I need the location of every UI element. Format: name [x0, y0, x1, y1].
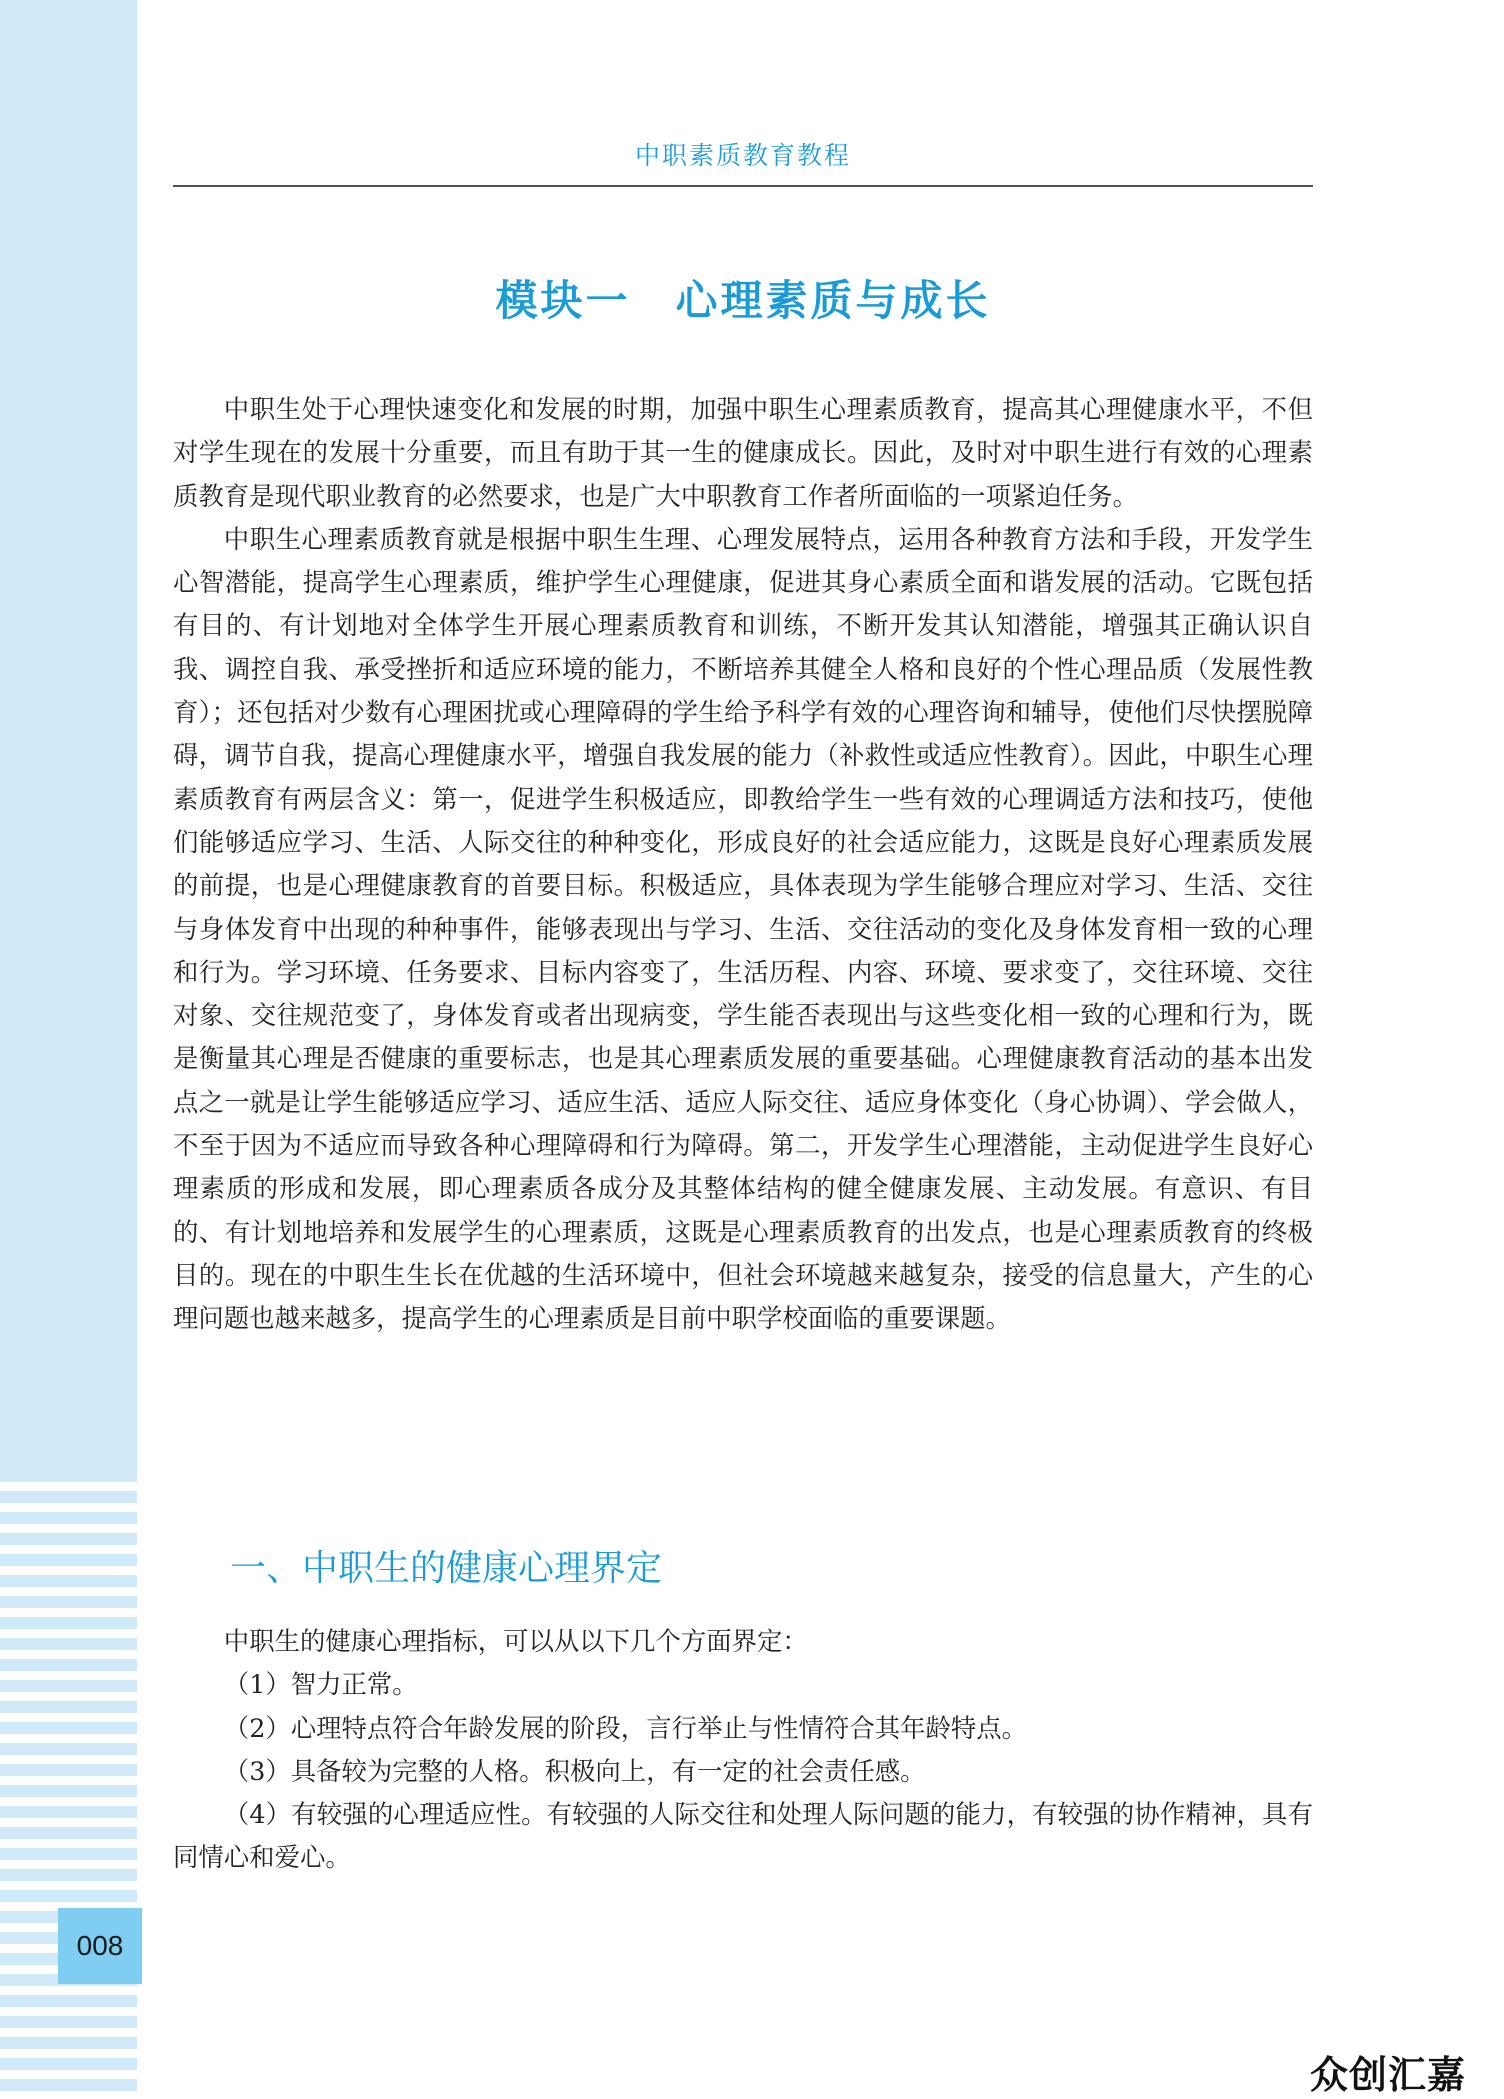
list-intro: 中职生的健康心理指标，可以从以下几个方面界定： — [223, 1626, 808, 1656]
header-divider — [173, 185, 1313, 187]
list-item: （3）具备较为完整的人格。积极向上，有一定的社会责任感。 — [223, 1755, 926, 1786]
running-header: 中职素质教育教程 — [634, 142, 851, 170]
paragraph-1: 中职生处于心理快速变化和发展的时期，加强中职生心理素质教育，提高其心理健康水平，不但对学生现在的发展十分重要，而且有助于其一生的健康成长。因此，及时对中职生进行有效的心理素质教育是现代职业教育的必然要求，也是广大中职教育工作者所面临的一项紧迫任务。 — [173, 394, 1313, 511]
sidebar-stripes — [0, 1470, 137, 2094]
page-number: 008 — [58, 1908, 142, 1984]
watermark-logo: 众创汇嘉 — [1310, 2053, 1467, 2097]
module-title: 模块一 心理素质与成长 — [495, 276, 991, 325]
list-item: （1）智力正常。 — [223, 1669, 418, 1700]
criteria-list — [173, 1620, 1313, 1880]
body-text — [173, 388, 1313, 1341]
paragraph-2: 中职生心理素质教育就是根据中职生生理、心理发展特点，运用各种教育方法和手段，开发学生心智潜能，提高学生心理素质，维护学生心理健康，促进其身心素质全面和谐发展的活动。它既包括有目的、有计划地对全体学生开展心理素质教育和训练，不断开发其认知潜能，增强其正确认识自我、调控自我、承受挫折和适应环境的能力，不断培养其健全人格和良好的个性心理品质（发展性教育）；还包括对少数有心理困扰或心理障碍的学生给予科学有效的心理咨询和辅导，使他们尽快摆脱障碍，调节自我，提高心理健康水平，增强自我发展的能力（补救性或适应性教育）。因此，中职生心理素质教育有两层含义：第一，促进学生积极适应，即教给学生一些有效的心理调适方法和技巧，使他们能够适应学习、生活、人际交往的种种变化，形成良好的社会适应能力，这既是良好心理素质发展的前提，也是心理健康教育的首要目标。积极适应，具体表现为学生能够合理应对学习、生活、交往与身体发育中出现的种种事件，能够表现出与学习、生活、交往活动的变化及身体发育相一致的心理和行为。学习环境、任务要求、目标内容变了，生活历程、内容、环境、要求变了，交往环境、交往对象、交往规范变了，身体发育或者出现病变，学生能否表现出与这些变化相一致的心理和行为，既是衡量其心理是否健康的重要标志，也是其心理素质发展的重要基础。心理健康教育活动的基本出发点之一就是让学生能够适应学习、适应生活、适应人际交往、适应身体变化（身心协调）、学会做人，不至于因为不适应而导致各种心理障碍和行为障碍。第二，开发学生心理潜能，主动促进学生良好心理素质的形成和发展，即心理素质各成分及其整体结构的健全健康发展、主动发展。有意识、有目的、有计划地培养和发展学生的心理素质，这既是心理素质教育的出发点，也是心理素质教育的终极目的。现在的中职生生长在优越的生活环境中，但社会环境越来越复杂，接受的信息量大，产生的心理问题也越来越多，提高学生的心理素质是目前中职学校面临的重要课题。 — [173, 523, 1313, 1334]
list-item: （4）有较强的心理适应性。有较强的人际交往和处理人际问题的能力，有较强的协作精神，具有同情心和爱心。 — [173, 1799, 1313, 1873]
section-heading: 一、中职生的健康心理界定 — [230, 1548, 663, 1589]
list-item: （2）心理特点符合年龄发展的阶段，言行举止与性情符合其年龄特点。 — [223, 1712, 1028, 1743]
